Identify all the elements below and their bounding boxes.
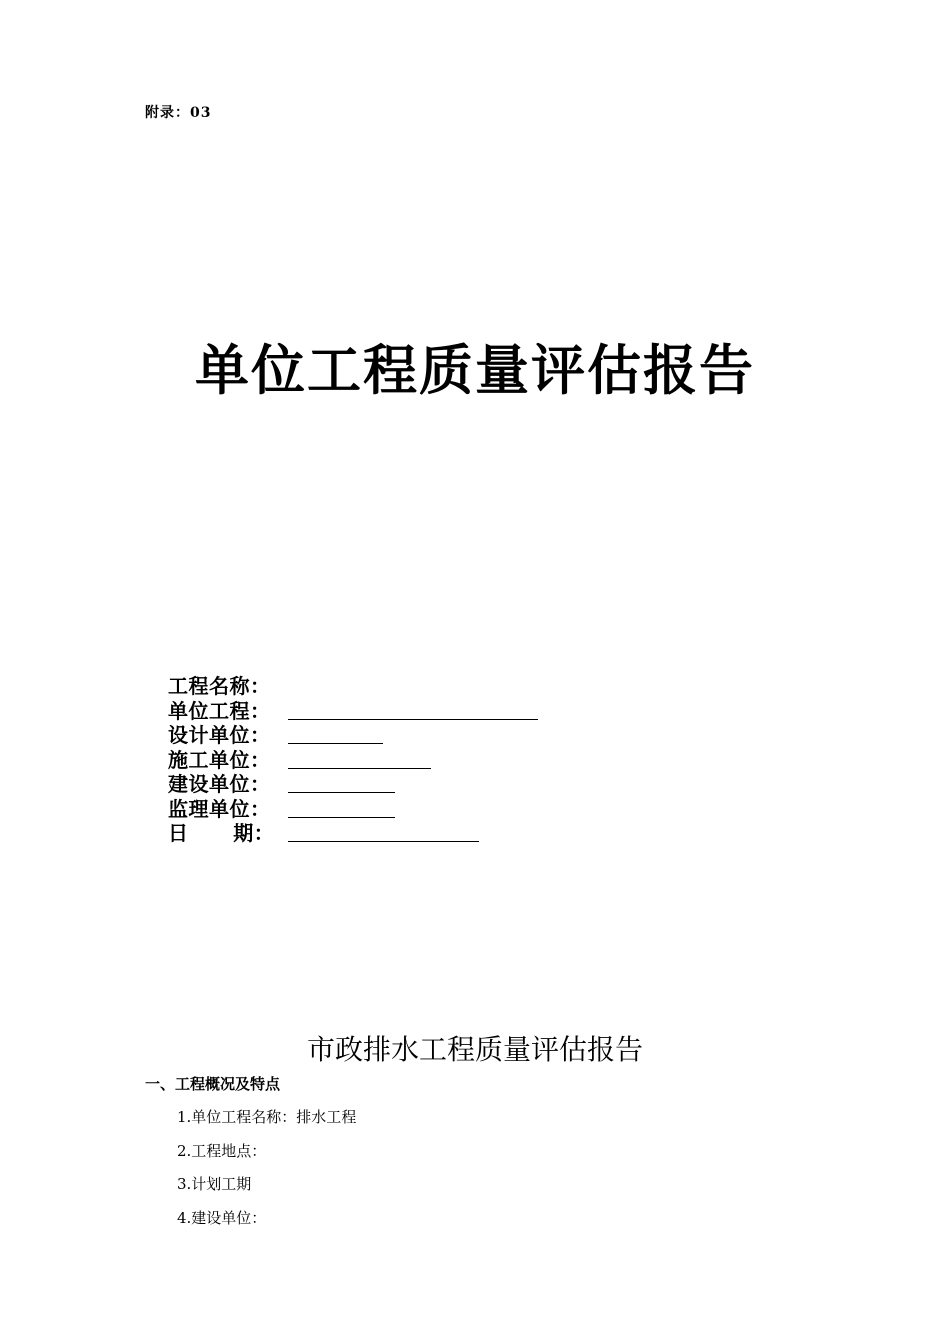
info-label: 施工单位： (168, 747, 271, 772)
info-label: 建设单位： (168, 772, 271, 796)
info-label: 日 期： (168, 821, 275, 845)
blank-line (288, 719, 538, 720)
info-label: 单位工程： (168, 698, 271, 723)
info-label: 监理单位： (168, 796, 271, 821)
blank-line (288, 792, 395, 793)
list-item: 3.计划工期 (177, 1175, 252, 1193)
list-item: 2.工程地点： (177, 1142, 267, 1160)
list-item: 1.单位工程名称：排水工程 (177, 1108, 357, 1126)
blank-line (288, 743, 383, 744)
blank-line (288, 817, 395, 818)
main-title: 单位工程质量评估报告 (195, 338, 755, 402)
info-label: 工程名称： (168, 674, 271, 698)
blank-line (288, 768, 431, 769)
section-heading: 一、工程概况及特点 (145, 1075, 281, 1093)
blank-line (288, 841, 479, 842)
appendix-label: 附录：03 (145, 105, 212, 121)
info-label: 设计单位： (168, 723, 271, 747)
report-title: 市政排水工程质量评估报告 (306, 1033, 643, 1066)
list-item: 4.建设单位： (177, 1209, 267, 1227)
